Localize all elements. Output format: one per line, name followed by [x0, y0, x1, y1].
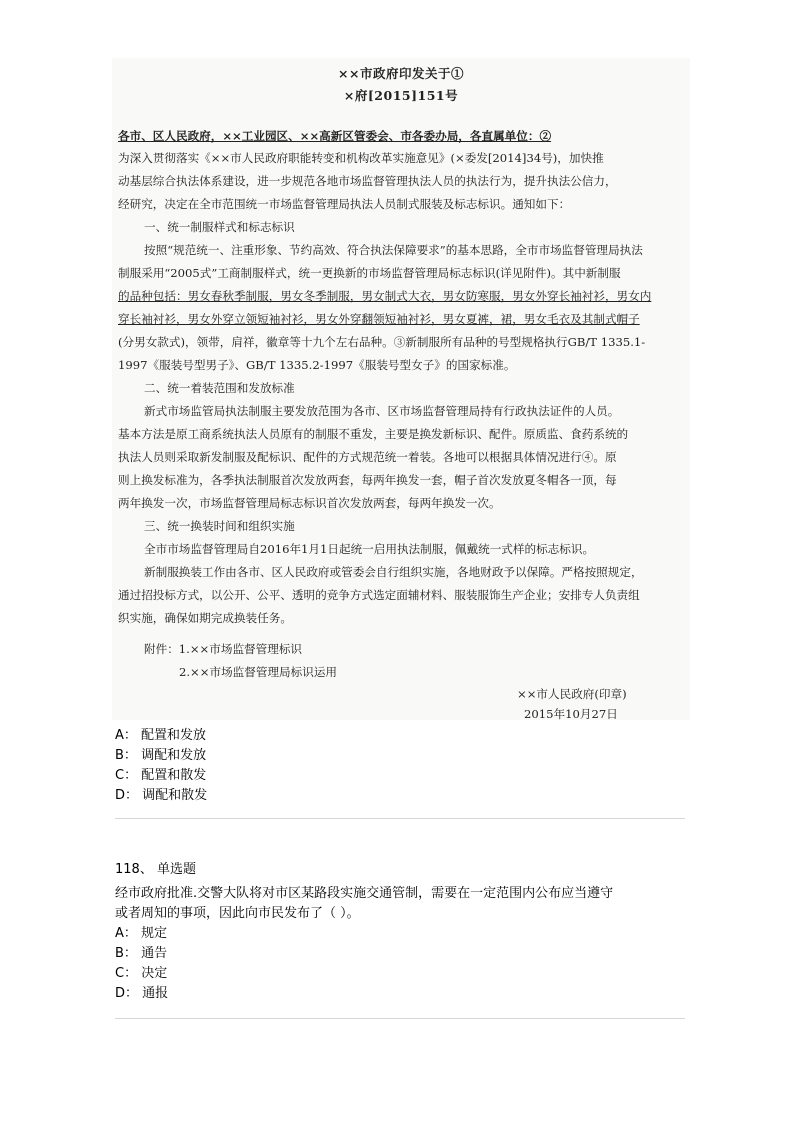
paragraph-line: 的品种包括：男女春秋季制服，男女冬季制服，男女制式大衣，男女防寒服，男女外穿长袖衬衫，男女内	[118, 289, 652, 303]
divider	[115, 1018, 685, 1019]
question-stem-line: 或者周知的事项，因此向市民发布了（ ）。	[115, 906, 360, 921]
option-key: A：	[115, 728, 137, 743]
question-number: 118、	[115, 862, 153, 877]
option-text: 配置和散发	[141, 768, 207, 783]
signature: ××市人民政府(印章)	[517, 687, 627, 701]
option-c[interactable]	[115, 764, 206, 783]
option-text: 决定	[141, 966, 168, 981]
attachment-1: 附件：1.××市场监督管理标识	[144, 642, 303, 656]
paragraph-line: 织实施，确保如期完成换装任务。	[118, 611, 292, 625]
paragraph-line: 新制服换装工作由各市、区人民政府或管委会自行组织实施，各地财政予以保障。严格按照规定，	[144, 565, 643, 579]
paragraph-line: 经研究，决定在全市范围统一市场监督管理局执法人员制式服装及标志标识。通知如下：	[118, 197, 571, 211]
paragraph-line: 通过招投标方式，以公开、公平、透明的竞争方式选定面辅材料、服装服饰生产企业；安排专人负责组	[118, 588, 640, 602]
paragraph-line: 制服采用“2005式”工商制服样式，统一更换新的市场监督管理局标志标识(详见附件)。其中新制服	[118, 266, 621, 280]
paragraph-line: 则上换发标准为，各季执法制服首次发放两套，每两年换发一套，帽子首次发放夏冬帽各一顶，每	[118, 473, 617, 487]
option-key: D：	[115, 788, 139, 803]
option-text: 通告	[141, 946, 168, 961]
paragraph-line: 按照“规范统一、注重形象、节约高效、符合执法保障要求”的基本思路，全市市场监督管理局执法	[144, 243, 643, 257]
paragraph-line: 动基层综合执法体系建设，进一步规范各地市场监督管理执法人员的执法行为，提升执法公信力，	[118, 174, 617, 188]
option-text: 调配和散发	[142, 788, 208, 803]
document-title: ××市政府印发关于①	[338, 66, 464, 81]
option-text: 规定	[141, 926, 168, 941]
question-header	[115, 858, 196, 877]
addressee: 各市、区人民政府，××工业园区、××高新区管委会、市各委办局，各直属单位：②	[118, 129, 552, 143]
section-heading: 二、统一着装范围和发放标准	[144, 381, 295, 395]
section-heading: 一、统一制服样式和标志标识	[144, 220, 295, 234]
paragraph-line: 两年换发一次，市场监督管理局标志标识首次发放两套，每两年换发一次。	[118, 496, 501, 510]
paragraph-line: 穿长袖衬衫，男女外穿立领短袖衬衫，男女外穿翻领短袖衬衫，男女夏裤，裙，男女毛衣及其制式帽子	[118, 312, 640, 326]
paragraph-line: 1997《服装号型男子》、GB/T 1335.2-1997《服装号型女子》的国家标准。	[118, 358, 516, 372]
option-key: B：	[115, 748, 137, 763]
paragraph-line: (分男女款式)，领带，肩祥，徽章等十九个左右品种。③新制服所有品种的号型规格执行GB/T 1335.1-	[118, 335, 646, 349]
option-text: 通报	[142, 986, 169, 1001]
scanned-document	[112, 58, 690, 720]
option-key: C：	[115, 768, 138, 783]
option-a[interactable]	[115, 922, 167, 941]
paragraph-line: 全市市场监督管理局自2016年1月1日起统一启用执法制服，佩戴统一式样的标志标识。	[144, 542, 595, 556]
paragraph-line: 执法人员则采取新发制服及配标识、配件的方式规范统一着装。各地可以根据具体情况进行④。原	[118, 450, 617, 464]
signature-date: 2015年10月27日	[524, 707, 618, 721]
option-text: 配置和发放	[141, 728, 207, 743]
question-type: 单选题	[156, 862, 196, 877]
paragraph-line: 新式市场监管局执法制服主要发放范围为各市、区市场监督管理局持有行政执法证件的人员。	[144, 404, 620, 418]
option-b[interactable]	[115, 744, 206, 763]
option-key: B：	[115, 946, 137, 961]
option-key: A：	[115, 926, 137, 941]
paragraph-line: 基本方法是原工商系统执法人员原有的制服不重发，主要是换发新标识、配件。原质监、食药系统的	[118, 427, 629, 441]
option-key: D：	[115, 986, 139, 1001]
option-b[interactable]	[115, 942, 167, 961]
option-key: C：	[115, 966, 138, 981]
attachment-2: 2.××市场监督管理局标识运用	[179, 665, 338, 679]
paragraph-line: 为深入贯彻落实《××市人民政府职能转变和机构改革实施意见》(×委发[2014]34号)，加快推	[118, 151, 604, 165]
option-a[interactable]	[115, 724, 206, 743]
section-heading: 三、统一换装时间和组织实施	[144, 519, 295, 533]
option-d[interactable]	[115, 982, 168, 1001]
divider	[115, 818, 685, 819]
option-d[interactable]	[115, 784, 207, 803]
option-text: 调配和发放	[141, 748, 207, 763]
question-stem-line: 经市政府批准.交警大队将对市区某路段实施交通管制，需要在一定范围内公布应当遵守	[115, 886, 614, 901]
document-number: ×府[2015]151号	[343, 88, 459, 103]
option-c[interactable]	[115, 962, 167, 981]
